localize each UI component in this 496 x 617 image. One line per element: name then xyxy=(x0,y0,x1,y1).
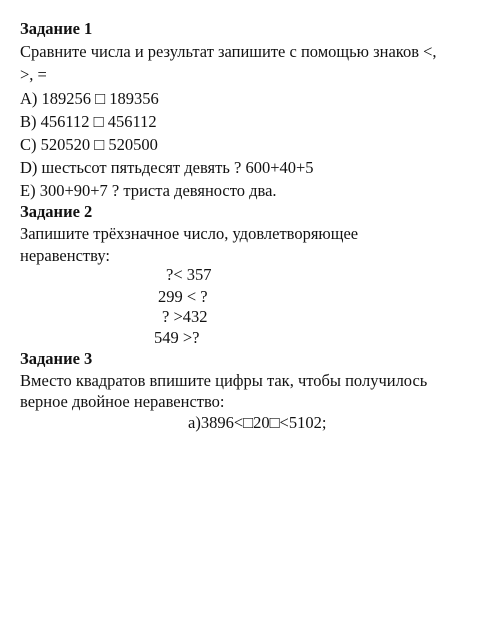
task3-expression: а)3896<□20□<5102; xyxy=(188,413,327,432)
task2-heading: Задание 2 xyxy=(20,202,93,221)
task2-inequality-2: 299 < ? xyxy=(158,287,208,306)
task1-item-b: B) 456112 □ 456112 xyxy=(20,112,157,131)
task1-item-c: C) 520520 □ 520500 xyxy=(20,135,158,154)
task2-instruction-line2: неравенству: xyxy=(20,246,110,265)
task2-inequality-4: 549 >? xyxy=(154,328,200,347)
task1-heading: Задание 1 xyxy=(20,19,93,38)
task3-instruction-line2: верное двойное неравенство: xyxy=(20,392,225,411)
task2-instruction-line1: Запишите трёхзначное число, удовлетворяющее xyxy=(20,224,359,243)
task2-inequality-3: ? >432 xyxy=(162,307,208,326)
task1-item-d: D) шестьсот пятьдесят девять ? 600+40+5 xyxy=(20,158,314,177)
task1-instruction-line1: Сравните числа и результат запишите с помощью знаков <, xyxy=(20,42,437,61)
task3-heading: Задание 3 xyxy=(20,349,93,368)
task1-item-e: E) 300+90+7 ? триста девяносто два. xyxy=(20,181,277,200)
task3-instruction-line1: Вместо квадратов впишите цифры так, чтобы получилось xyxy=(20,371,428,390)
task1-instruction-line2: >, = xyxy=(20,65,47,84)
task1-item-a: A) 189256 □ 189356 xyxy=(20,89,159,108)
task2-inequality-1: ?< 357 xyxy=(166,265,212,284)
